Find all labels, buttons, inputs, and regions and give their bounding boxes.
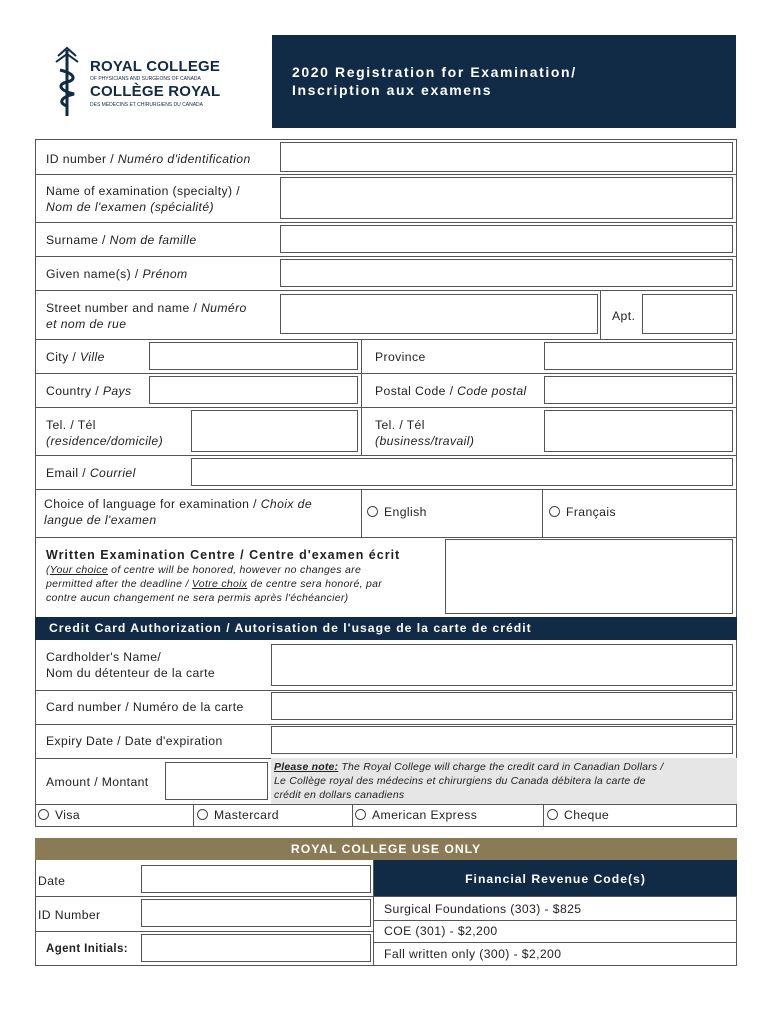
currency-note: Please note: The Royal College will charge the credit card in Canadian Dollars / Le Collège royal des médecins et chirurgiens du Canada débitera la carte de crédit en dollars canadiens <box>271 758 737 804</box>
apt-input[interactable] <box>642 294 733 334</box>
tel-residence-input[interactable] <box>191 410 358 452</box>
office-use-header: ROYAL COLLEGE USE ONLY <box>35 838 737 860</box>
language-english-option[interactable]: English <box>367 504 427 520</box>
email-label: Email / Courriel <box>46 466 136 480</box>
city-input[interactable] <box>149 342 358 370</box>
surname-input[interactable] <box>280 225 733 253</box>
province-label: Province <box>375 350 426 364</box>
given-names-label: Given name(s) / Prénom <box>46 267 188 281</box>
tel-residence-label: Tel. / Tél (residence/domicile) <box>46 418 164 448</box>
tel-business-input[interactable] <box>544 410 733 452</box>
postal-code-input[interactable] <box>544 376 733 404</box>
revenue-code-header: Financial Revenue Code(s) <box>374 860 737 896</box>
language-french-option[interactable]: Français <box>549 504 616 520</box>
language-label: Choice of language for examination / Choix de langue de l'examen <box>44 497 313 527</box>
credit-card-section-header: Credit Card Authorization / Autorisation de l'usage de la carte de crédit <box>35 617 737 640</box>
exam-name-input[interactable] <box>280 177 733 219</box>
cardholder-label: Cardholder's Name/ Nom du détenteur de la carte <box>46 650 216 680</box>
id-number-label: ID number / Numéro d'identification <box>46 152 251 166</box>
id-number-input[interactable] <box>280 142 733 172</box>
revenue-code-coe: COE (301) - $2,200 <box>384 924 498 938</box>
postal-code-label: Postal Code / Code postal <box>375 384 527 398</box>
exam-centre-note: (Your choice of centre will be honored, however no changes are permitted after the deadline / Votre choix de centre sera honoré, par contre aucun changement ne sera permis après l'échéancier) <box>46 564 383 604</box>
french-radio[interactable] <box>549 506 560 517</box>
office-id-label: ID Number <box>38 908 101 922</box>
visa-radio[interactable] <box>38 809 49 820</box>
english-radio[interactable] <box>367 506 378 517</box>
street-label: Street number and name / Numéro et nom de rue <box>46 301 247 331</box>
payment-cheque-option[interactable]: Cheque <box>547 807 609 823</box>
caduceus-icon <box>52 46 82 118</box>
city-label: City / Ville <box>46 350 105 364</box>
header-banner <box>272 35 736 128</box>
payment-mastercard-option[interactable]: Mastercard <box>197 807 279 823</box>
expiry-label: Expiry Date / Date d'expiration <box>46 734 223 748</box>
office-id-input[interactable] <box>141 899 371 927</box>
exam-centre-title: Written Examination Centre / Centre d'examen écrit <box>46 548 401 562</box>
logo <box>50 46 240 116</box>
logo-fr-sub: DES MÉDECINS ET CHIRURGIENS DU CANADA <box>90 102 203 108</box>
cheque-radio[interactable] <box>547 809 558 820</box>
given-names-input[interactable] <box>280 259 733 287</box>
country-input[interactable] <box>149 376 358 404</box>
tel-business-label: Tel. / Tél (business/travail) <box>375 418 475 448</box>
agent-initials-label: Agent Initials: <box>46 943 129 955</box>
office-date-label: Date <box>38 874 66 888</box>
street-input[interactable] <box>280 294 598 334</box>
cardholder-input[interactable] <box>271 644 733 686</box>
revenue-code-fall: Fall written only (300) - $2,200 <box>384 947 562 961</box>
exam-name-label: Name of examination (specialty) / Nom de l'examen (spécialité) <box>46 184 241 214</box>
amount-label: Amount / Montant <box>46 775 149 789</box>
payment-amex-option[interactable]: American Express <box>355 807 477 823</box>
logo-en-sub: OF PHYSICIANS AND SURGEONS OF CANADA <box>90 76 201 82</box>
page-title: 2020 Registration for Examination/ Inscription aux examens <box>292 64 577 98</box>
amount-input[interactable] <box>165 762 268 800</box>
logo-fr-name: COLLÈGE ROYAL <box>90 83 221 100</box>
office-date-input[interactable] <box>141 865 371 893</box>
mastercard-radio[interactable] <box>197 809 208 820</box>
exam-centre-block <box>46 547 446 605</box>
amex-radio[interactable] <box>355 809 366 820</box>
email-input[interactable] <box>191 458 733 486</box>
exam-centre-input[interactable] <box>445 539 733 614</box>
card-number-label: Card number / Numéro de la carte <box>46 700 244 714</box>
surname-label: Surname / Nom de famille <box>46 233 197 247</box>
payment-visa-option[interactable]: Visa <box>38 807 80 823</box>
revenue-code-surgical: Surgical Foundations (303) - $825 <box>384 902 582 916</box>
card-number-input[interactable] <box>271 692 733 720</box>
province-input[interactable] <box>544 342 733 370</box>
apt-label: Apt. <box>612 309 636 323</box>
logo-en-name: ROYAL COLLEGE <box>90 58 221 75</box>
expiry-input[interactable] <box>271 726 733 754</box>
agent-initials-input[interactable] <box>141 934 371 962</box>
country-label: Country / Pays <box>46 384 132 398</box>
